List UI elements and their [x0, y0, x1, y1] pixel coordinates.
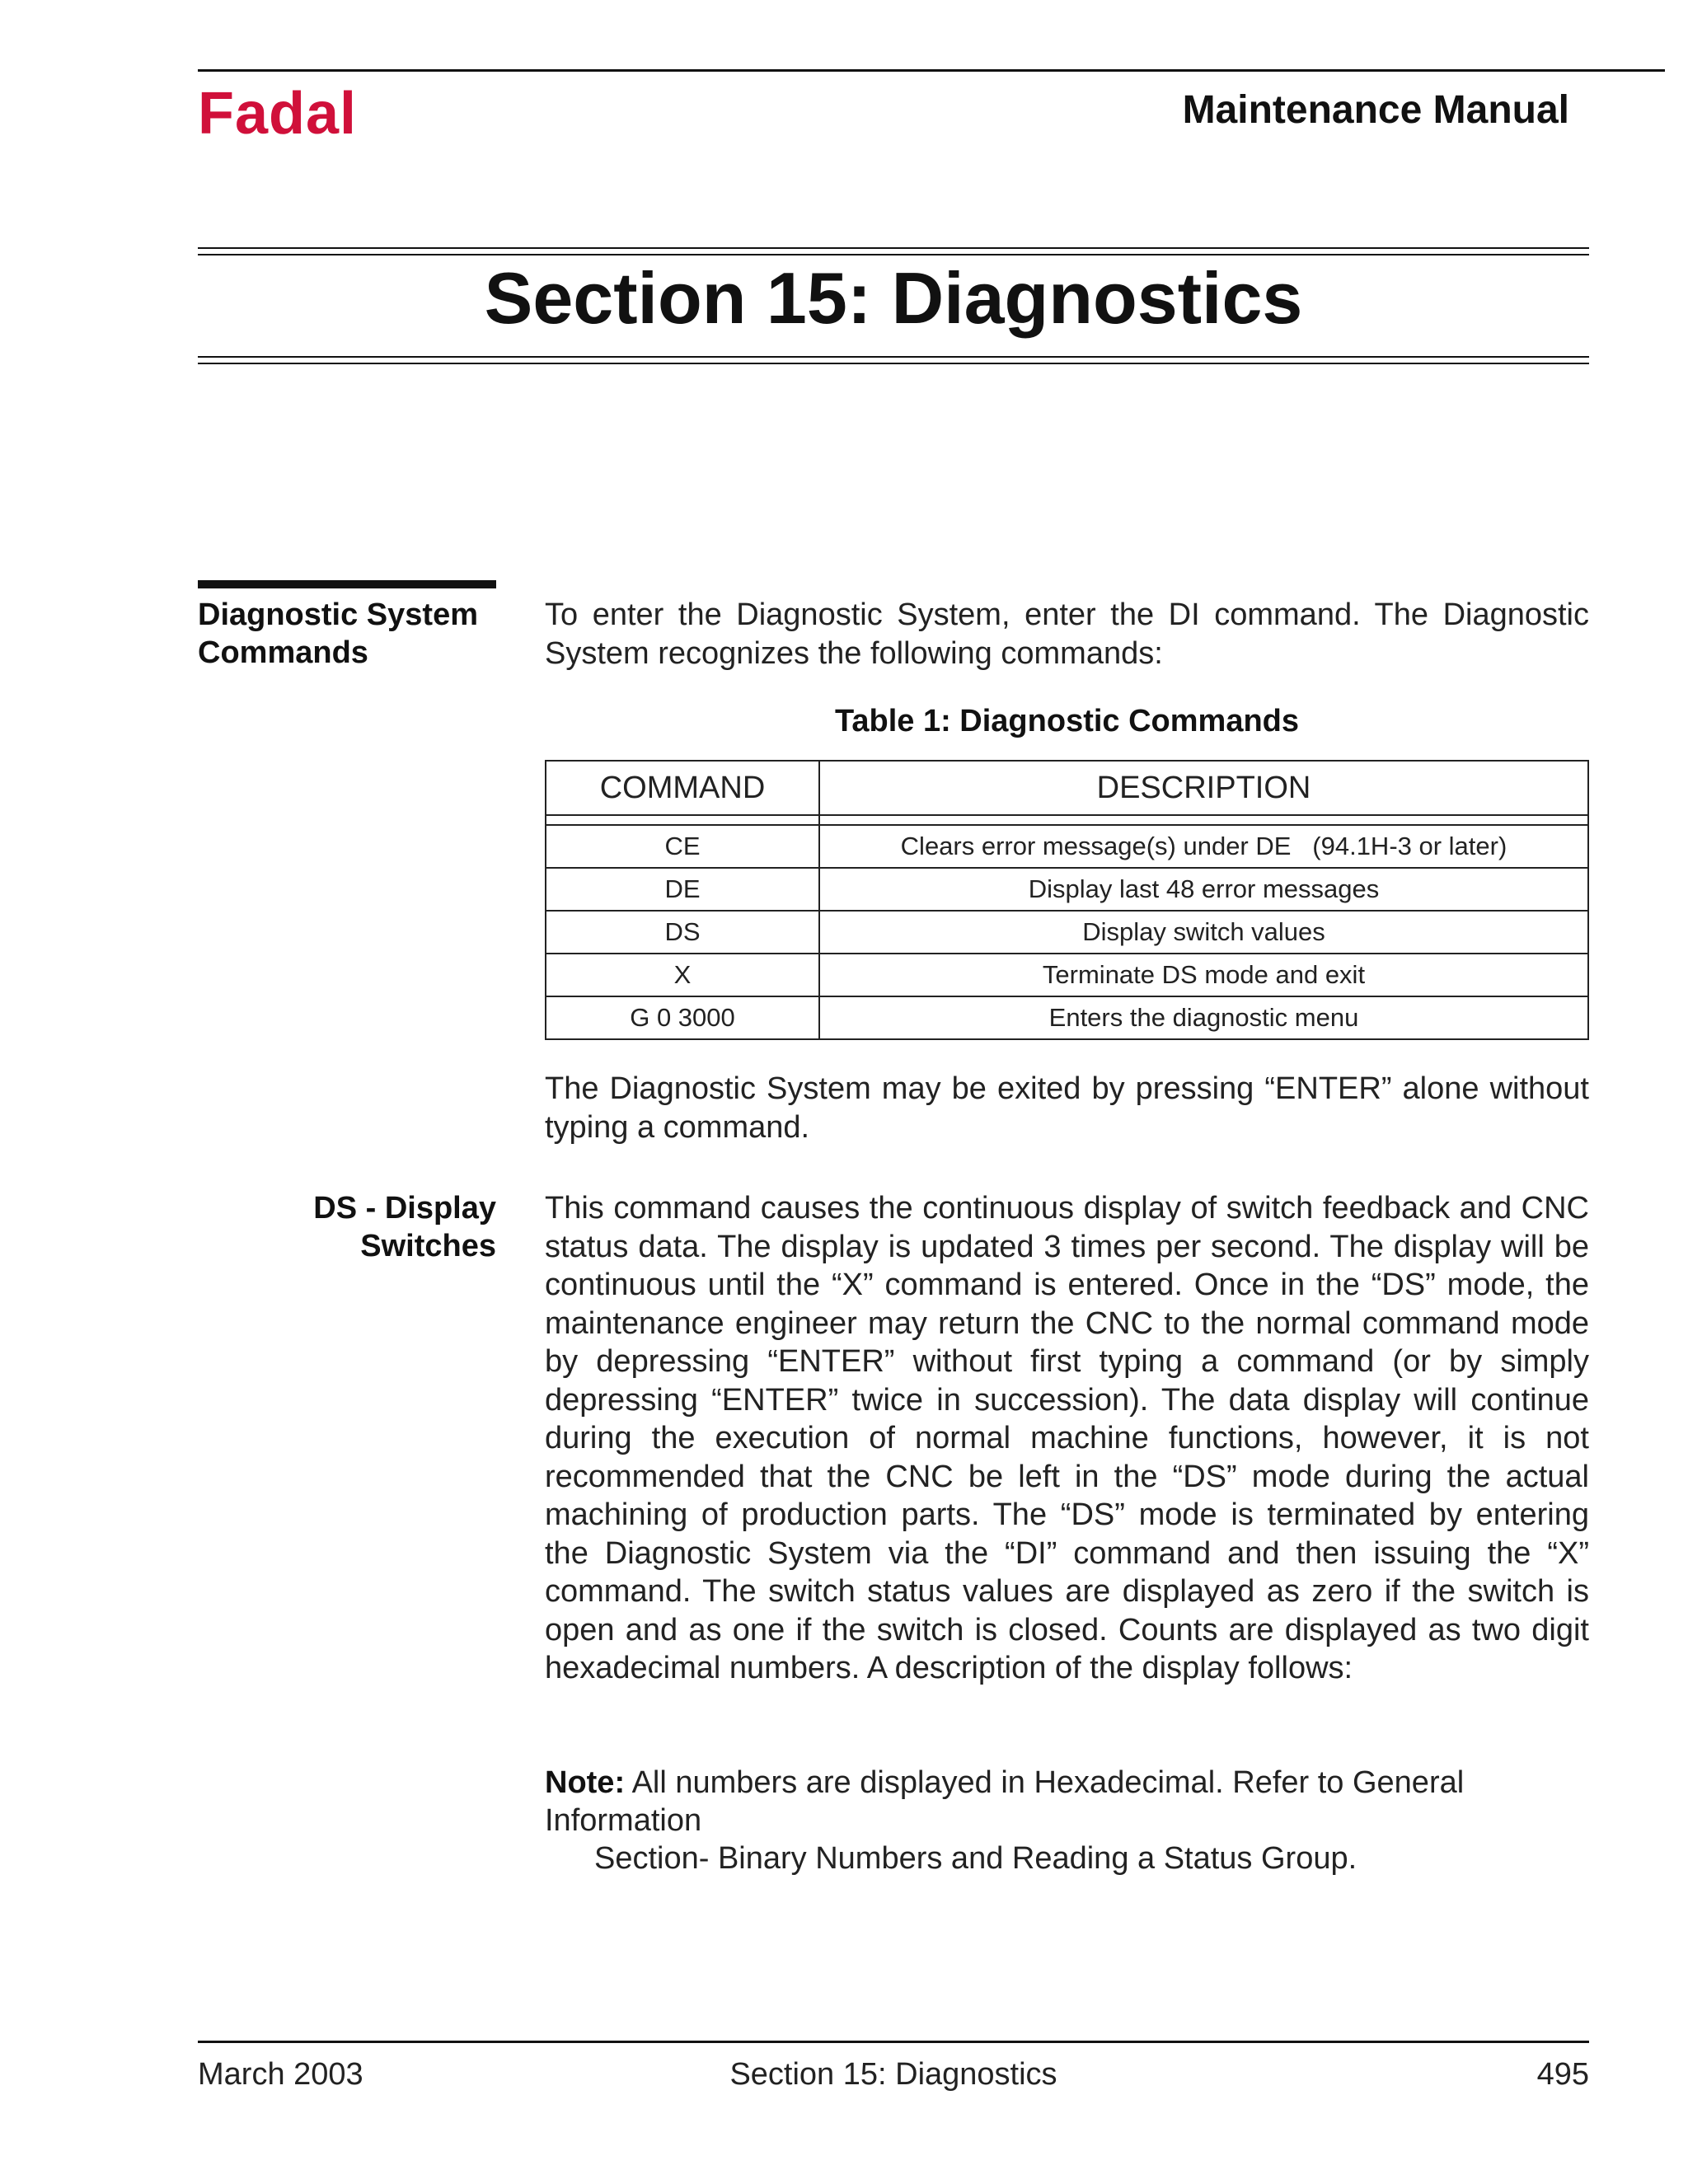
side-heading-rule [198, 580, 496, 588]
note-block [545, 1764, 1589, 1877]
intro-paragraph: To enter the Diagnostic System, enter the DI command. The Diagnostic System recognizes the following commands: [545, 598, 1589, 671]
column-header-description: DESCRIPTION [819, 761, 1588, 815]
table-cell-command: CE [546, 825, 819, 868]
note-line-1: All numbers are displayed in Hexadecimal. Refer to General Information [545, 1765, 1465, 1838]
table-cell-description: Display last 48 error messages [819, 868, 1588, 911]
table-cell-description: Display switch values [819, 911, 1588, 954]
side-heading-ds-display [198, 1189, 496, 1265]
side-heading-diagnostic-commands [198, 596, 496, 672]
table-cell-description: Enters the diagnostic menu [819, 996, 1588, 1039]
footer-section: Section 15: Diagnostics [729, 2057, 1057, 2092]
page-number: 495 [1536, 2057, 1589, 2092]
column-header-command: COMMAND [546, 761, 819, 815]
footer-date: March 2003 [198, 2057, 363, 2092]
table-row [546, 868, 1588, 911]
table-cell-command: DE [546, 868, 819, 911]
header-rule [198, 69, 1665, 72]
table-cell-command: X [546, 954, 819, 996]
note-line-2: Section- Binary Numbers and Reading a Status Group. [594, 1841, 1357, 1876]
table-row [546, 954, 1588, 996]
title-rule-bottom-2 [198, 363, 1589, 364]
footer-rule [198, 2041, 1589, 2043]
title-rule-top-2 [198, 254, 1589, 255]
ds-description-paragraph: This command causes the continuous display of switch feedback and CNC status data. The display is updated 3 times per second. The display will be continuous until the “X” command is entered. Once in the “DS” mode, the maintenance engineer may return the CNC to the normal command mode by depressing “ENTER” without first typing a command (or by simply depressing “ENTER” twice in succession). The data display will continue during the execution of normal machine functions, however, it is not recommended that the CNC be left in the “DS” mode during the actual machining of production parts. The “DS” mode is terminated by entering the Diagnostic System via the “DI” command and then issuing the “X” command. The switch status values are displayed as zero if the switch is open and as one if the switch is closed. Counts are displayed as two digit hexadecimal numbers. A description of the display follows: [545, 1191, 1589, 1685]
table-cell-command: DS [546, 911, 819, 954]
exit-paragraph: The Diagnostic System may be exited by pressing “ENTER” alone without typing a command. [545, 1071, 1589, 1145]
table-cell-command: G 0 3000 [546, 996, 819, 1039]
table-caption: Table 1: Diagnostic Commands [834, 704, 1300, 738]
table-header-row [546, 761, 1588, 815]
title-rule-bottom-1 [198, 356, 1589, 358]
side-heading-line: Commands [198, 635, 368, 670]
side-heading-line: Diagnostic System [198, 598, 478, 632]
title-rule-top-1 [198, 247, 1589, 249]
table-row [546, 911, 1588, 954]
diagnostic-commands-table [545, 760, 1589, 1040]
table-row [546, 996, 1588, 1039]
table-row [546, 825, 1588, 868]
note-label: Note: [545, 1765, 626, 1800]
side-heading-line: DS - Display [313, 1191, 496, 1226]
table-cell-description: Terminate DS mode and exit [819, 954, 1588, 996]
table-cell-description: Clears error message(s) under DE (94.1H-3 or later) [819, 825, 1588, 868]
brand-logo: Fadal [198, 81, 358, 147]
table-header-divider [546, 815, 1588, 825]
manual-title: Maintenance Manual [1182, 88, 1569, 132]
page-title: Section 15: Diagnostics [484, 257, 1303, 339]
side-heading-line: Switches [360, 1229, 496, 1263]
